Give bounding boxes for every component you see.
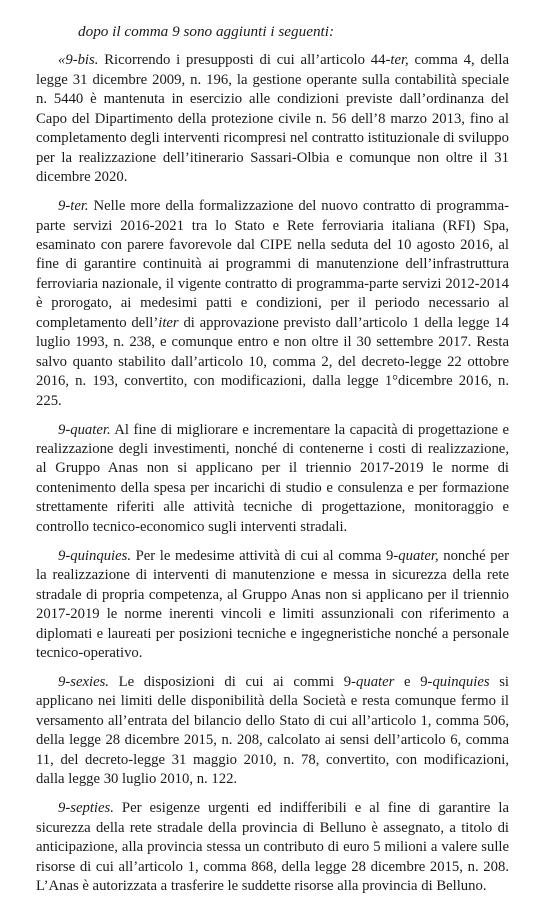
paragraph-9-quinquies — [36, 547, 509, 664]
paragraph-9-sexies — [36, 673, 509, 790]
paragraph-tag: 9-quinquies. — [58, 547, 132, 564]
paragraph-text: Per esigenze urgenti ed indifferibili e al fine di garantire la sicurezza della rete stradale della provincia di Belluno è assegnato, a titolo di anticipazione, alla provincia stessa un contributo di euro 5 milioni a valere sulle risorse di cui all’articolo 1, comma 868, della legge 28 dicembre 2015, n. 208. L’Anas è autorizzata a trasferire le suddette risorse alla provincia di Belluno. — [36, 800, 509, 895]
paragraph-text: Nelle more della formalizzazione del nuovo contratto di programma-parte servizi 2016-2021 tra lo Stato e Rete ferroviaria italiana (RFI) Spa, esaminato con parere favorevole dal CIPE nella seduta del 10 agosto 2016, al fine di garantire continuità ai programmi di manutenzione dell’infrastruttura ferroviaria nazionale, il vigente contratto di programma-parte servizi 2012-2014 è prorogato, ai medesimi patti e condizioni, per il periodo necessario al completamento dell’ — [36, 198, 509, 331]
paragraph-text: nonché per la realizzazione di interventi di manutenzione e messa in sicurezza della rete stradale di propria competenza, al Gruppo Anas non si applicano per il triennio 2017-2019 le norme inerenti vincoli e limiti assunzionali con riferimento a diplomati e laureati per posizioni tecniche e ingegneristiche nonché a personale tecnico-operativo. — [36, 547, 509, 662]
paragraph-italic-text: quater — [356, 674, 395, 690]
paragraph-italic-text: quater, — [398, 547, 439, 564]
paragraph-tag: 9-sexies. — [58, 674, 109, 690]
paragraph-text: Le disposizioni di cui ai commi 9- — [108, 674, 357, 690]
document-page — [36, 22, 509, 906]
paragraph-text: Ricorrendo i presupposti di cui all’articolo 44- — [98, 52, 391, 69]
paragraph-9-bis — [36, 51, 509, 187]
paragraph-text: Per le medesime attività di cui al comma 9- — [131, 547, 399, 564]
paragraph-text: e 9- — [394, 674, 433, 690]
paragraph-tag: 9-septies. — [58, 800, 114, 817]
paragraph-tag: 9-ter. — [58, 198, 89, 215]
paragraph-9-septies — [36, 799, 509, 896]
paragraph-tag: «9-bis. — [58, 52, 99, 69]
paragraph-9-ter — [36, 197, 509, 411]
paragraph-tag: 9-quater. — [58, 421, 111, 438]
paragraph-9-quater — [36, 421, 509, 538]
paragraph-italic-text: quinquies — [432, 674, 490, 690]
paragraph-text: comma 4, della legge 31 dicembre 2009, n. 196, la gestione operante sulla contabilità speciale n. 5440 è mantenuta in esercizio alle condizioni previste dall’ordinanza del Capo del Dipartimento della protezione civile n. 56 dell’8 marzo 2013, fino al completamento degli interventi ricompresi nel contratto istituzionale di sviluppo per la realizzazione dell’itinerario Sassari-Olbia e comunque non oltre il 31 dicembre 2020. — [36, 52, 509, 186]
intro-line: dopo il comma 9 sono aggiunti i seguenti: — [78, 23, 335, 40]
paragraph-text: Al fine di migliorare e incrementare la capacità di progettazione e realizzazione degli investimenti, nonché di contenerne i costi di realizzazione, al Gruppo Anas non si applicano per il triennio 2017-2019 le norme di contenimento della spesa per incarichi di studio e consulenza e per formazione strettamente riferiti alle attività tecniche di progettazione, monitoraggio e controllo tecnico-economico sugli interventi stradali. — [36, 421, 509, 535]
paragraph-italic-text: iter — [158, 314, 179, 331]
paragraph-text: di approvazione previsto dall’articolo 1 della legge 14 luglio 1993, n. 238, e comunque entro e non oltre il 30 settembre 2017. Resta salvo quanto stabilito dall’articolo 10, comma 2, del decreto-legge 22 ottobre 2016, n. 193, convertito, con modificazioni, dalla legge 1°dicembre 2016, n. 225. — [36, 314, 509, 409]
paragraph-text: si applicano nei limiti delle disponibilità della Società e resta comunque fermo il versamento all’entrata del bilancio dello Stato di cui all’articolo 1, comma 506, della legge 28 dicembre 2015, n. 208, calcolato ai sensi dell’articolo 6, comma 11, del decreto-legge 31 maggio 2010, n. 78, convertito, con modificazioni, dalla legge 30 luglio 2010, n. 122. — [36, 674, 510, 788]
paragraph-italic-text: ter, — [390, 52, 409, 69]
